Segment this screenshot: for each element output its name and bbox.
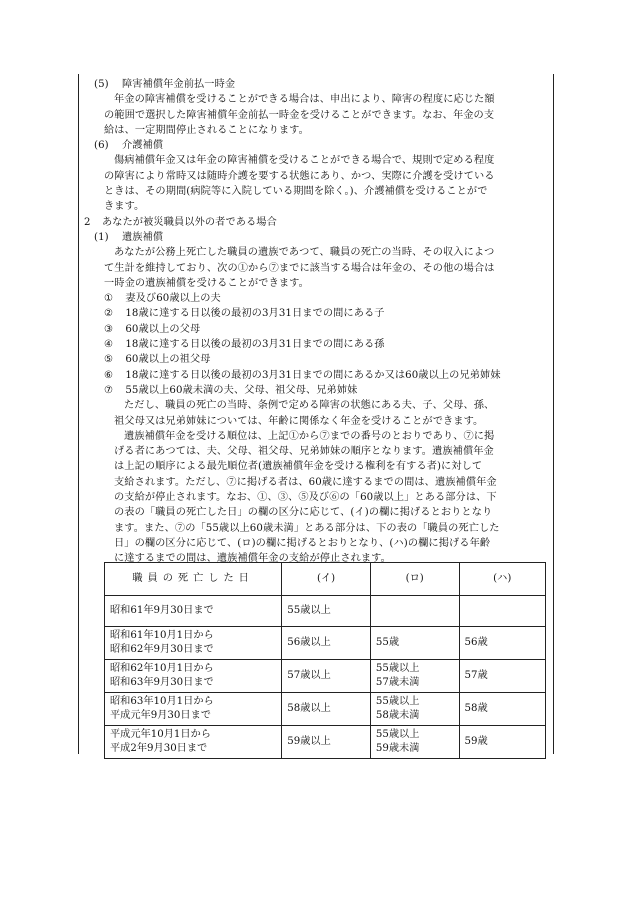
cell-ro	[370, 596, 459, 627]
cell-date: 昭和61年10月1日から 昭和62年9月30日まで	[105, 627, 282, 660]
paragraph-line: て生計を維持しており、次の①から⑦までに該当する場合は年金の、その他の場合は	[104, 262, 495, 274]
list-item	[84, 383, 546, 398]
paragraph-line: は上記の順序による最先順位者(遺族補償年金を受ける権利を有する者)に対して	[114, 461, 483, 473]
paragraph-line: ときは、その期間(病院等に入院している期間を除く。)、介護補償を受けることがで	[104, 186, 488, 198]
section-number: (6)	[94, 140, 109, 152]
header-ro: (ロ)	[370, 563, 459, 596]
item-text: 60歳以上の父母	[125, 323, 201, 335]
cell-ha: 58歳	[459, 693, 546, 726]
section-title: 障害補償年金前払一時金	[122, 79, 236, 90]
section-heading	[84, 230, 546, 245]
paragraph-line: 日」の欄の区分に応じて、(ロ)の欄に掲げるとおりとなり、(ハ)の欄に掲げる年齢	[114, 537, 491, 549]
paragraph-line: 祖父母又は兄弟姉妹については、年齢に関係なく年金を受けることができます。	[114, 415, 484, 427]
cell-i: 57歳以上	[282, 660, 371, 693]
cell-ro: 55歳以上 57歳未満	[370, 660, 459, 693]
section-title: 遺族補償	[122, 231, 164, 243]
header-ha: (ハ)	[459, 563, 546, 596]
section-number: (5)	[94, 79, 109, 90]
paragraph-line: 遺族補償年金を受ける順位は、上記①から⑦までの番号のとおりであり、⑦に掲	[124, 430, 495, 442]
cell-ha	[459, 596, 546, 627]
paragraph-line: げる者にあつては、夫、父母、祖父母、兄弟姉妹の順序となります。遺族補償年金	[114, 446, 494, 458]
section-heading	[84, 138, 546, 153]
section-heading	[84, 77, 546, 92]
paragraph-line: の範囲で選択した障害補償年金前払一時金を受けることができます。なお、年金の支	[104, 109, 495, 121]
document-body	[84, 77, 546, 567]
paragraph-line: 一時金の遺族補償を受けることができます。	[104, 277, 309, 289]
cell-ha: 57歳	[459, 660, 546, 693]
table-row	[105, 726, 546, 759]
header-i: (イ)	[282, 563, 371, 596]
table-row	[105, 660, 546, 693]
item-text: 60歳以上の祖父母	[125, 354, 211, 366]
cell-ha: 56歳	[459, 627, 546, 660]
cell-date: 昭和61年9月30日まで	[105, 596, 282, 627]
paragraph-line: ます。また、⑦の「55歳以上60歳未満」とある部分は、下の表の「職員の死亡した	[114, 522, 500, 534]
chapter-number: 2	[84, 216, 91, 228]
cell-date: 昭和62年10月1日から 昭和63年9月30日まで	[105, 660, 282, 693]
cell-i: 58歳以上	[282, 693, 371, 726]
paragraph-line: 支給されます。ただし、⑦に掲げる者は、60歳に達するまでの間は、遺族補償年金	[114, 476, 497, 488]
item-marker: ⑦	[104, 384, 114, 396]
paragraph-line: あなたが公務上死亡した職員の遺族であつて、職員の死亡の当時、その収入によつ	[114, 247, 495, 259]
paragraph-line: 傷病補償年金又は年金の障害補償を受けることができる場合で、規則で定める程度	[114, 155, 495, 167]
paragraph-line: 給は、一定期間停止されることになります。	[104, 124, 309, 136]
age-table	[104, 562, 546, 759]
paragraph-line: 年金の障害補償を受けることができる場合は、申出により、障害の程度に応じた額	[114, 94, 495, 106]
section-number: (1)	[94, 231, 109, 243]
paragraph-line: に達するまでの間は、遺族補償年金の支給が停止されます。	[114, 553, 391, 565]
item-marker: ⑤	[104, 354, 114, 366]
paragraph-line: ただし、職員の死亡の当時、条例で定める障害の状態にある夫、子、父母、孫、	[124, 400, 495, 412]
list-item	[84, 368, 546, 383]
item-marker: ③	[104, 323, 114, 335]
cell-i: 56歳以上	[282, 627, 371, 660]
paragraph-line: きます。	[104, 201, 145, 213]
item-text: 妻及び60歳以上の夫	[125, 293, 221, 305]
table-header-row	[105, 563, 546, 596]
cell-ro: 55歳以上 59歳未満	[370, 726, 459, 759]
cell-i: 59歳以上	[282, 726, 371, 759]
list-item	[84, 291, 546, 306]
section-title: 介護補償	[122, 140, 164, 152]
item-text: 18歳に達する日以後の最初の3月31日までの間にある子	[125, 308, 385, 320]
item-marker: ②	[104, 308, 114, 320]
item-marker: ①	[104, 293, 114, 305]
list-item	[84, 306, 546, 321]
cell-ha: 59歳	[459, 726, 546, 759]
paragraph-line: の障害により常時又は随時介護を要する状態にあり、かつ、実際に介護を受けている	[104, 170, 495, 182]
paragraph-line: の表の「職員の死亡した日」の欄の区分に応じて、(イ)の欄に掲げるとおりとなり	[114, 507, 493, 519]
item-text: 18歳に達する日以後の最初の3月31日までの間にある孫	[125, 339, 385, 351]
cell-ro: 55歳以上 58歳未満	[370, 693, 459, 726]
item-marker: ⑥	[104, 369, 114, 381]
header-death-date: 職員の死亡した日	[105, 563, 282, 596]
list-item	[84, 337, 546, 352]
cell-date: 平成元年10月1日から 平成2年9月30日まで	[105, 726, 282, 759]
chapter-title: あなたが被災職員以外の者である場合	[102, 216, 277, 228]
table-row	[105, 627, 546, 660]
table-row	[105, 596, 546, 627]
list-item	[84, 352, 546, 367]
item-text: 18歳に達する日以後の最初の3月31日までの間にあるか又は60歳以上の兄弟姉妹	[125, 369, 501, 381]
item-marker: ④	[104, 339, 114, 351]
paragraph-line: の支給が停止されます。なお、①、③、⑤及び⑥の「60歳以上」とある部分は、下	[114, 492, 497, 504]
list-item	[84, 322, 546, 337]
cell-ro: 55歳	[370, 627, 459, 660]
item-text: 55歳以上60歳未満の夫、父母、祖父母、兄弟姉妹	[125, 384, 358, 396]
table-row	[105, 693, 546, 726]
chapter-heading	[84, 215, 546, 230]
cell-i: 55歳以上	[282, 596, 371, 627]
cell-date: 昭和63年10月1日から 平成元年9月30日まで	[105, 693, 282, 726]
